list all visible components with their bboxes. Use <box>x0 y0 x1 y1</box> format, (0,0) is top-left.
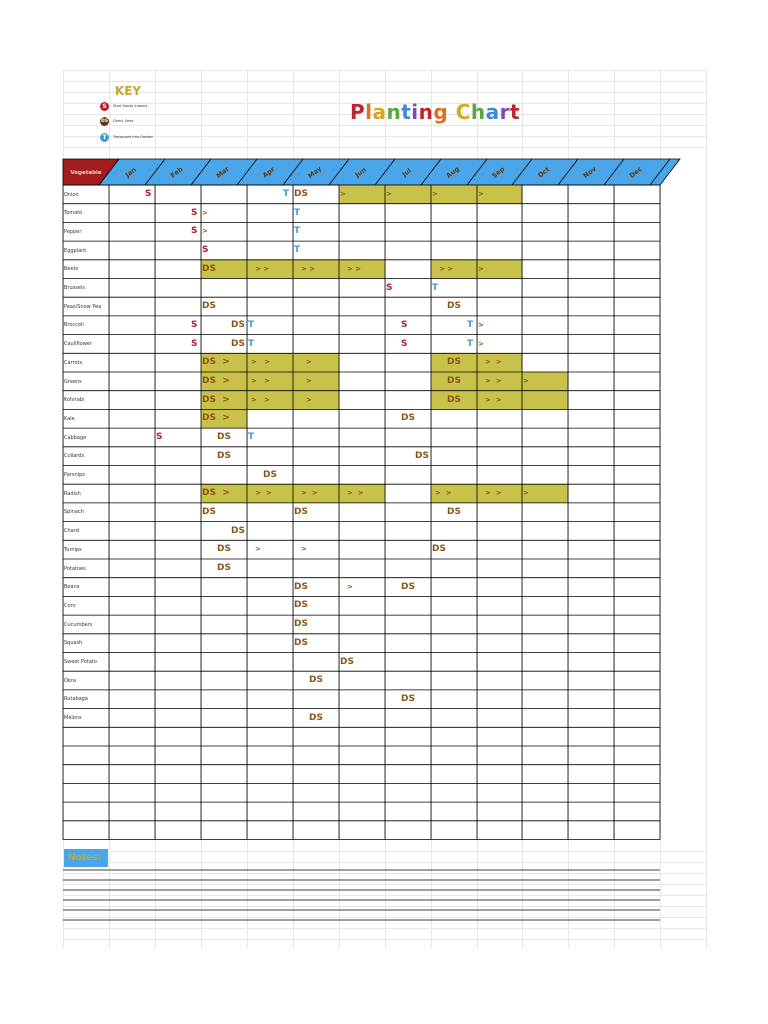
direct-seed-mark: DS <box>294 619 308 630</box>
direct-seed-mark: DS > <box>202 413 230 424</box>
direct-seed-mark: DS > <box>202 357 230 368</box>
growing-period-band <box>293 353 339 372</box>
transplant-mark: T <box>248 319 255 330</box>
start-seeds-icon: S <box>100 102 109 111</box>
direct-seed-mark: DS <box>309 675 323 686</box>
growing-period-band <box>293 391 339 410</box>
vegetable-name: Cauliflower <box>64 341 92 348</box>
continue-arrow-mark: > > <box>251 358 271 367</box>
vegetable-name: Tomato <box>64 210 83 217</box>
transplant-mark: T <box>248 338 255 349</box>
direct-seed-mark: DS <box>415 450 429 461</box>
month-label-jul: Jul <box>400 166 413 179</box>
continue-arrow-mark: > <box>347 582 353 591</box>
vegetable-name: Potatoes <box>64 565 86 572</box>
continue-arrow-mark: > <box>523 489 529 498</box>
vegetable-name: Radish <box>64 490 81 497</box>
vegetable-name: Carrots <box>64 359 83 366</box>
vegetable-name: Cabbage <box>64 434 87 441</box>
title-letter: t <box>401 100 412 124</box>
direct-seed-mark: DS <box>202 263 216 274</box>
continue-arrow-mark: > <box>432 190 438 198</box>
transplant-mark: T <box>248 432 255 443</box>
growing-period-band <box>522 391 568 410</box>
transplant-mark: T <box>294 226 301 237</box>
continue-arrow-mark: > > <box>255 264 270 273</box>
continue-arrow-mark: > > <box>251 395 271 404</box>
continue-arrow-mark: > <box>301 358 312 367</box>
vegetable-name: Rutabaga <box>64 696 88 703</box>
continue-arrow-mark: > <box>478 190 484 198</box>
title-letter: n <box>418 100 434 124</box>
direct-seed-mark: DS > <box>202 394 230 405</box>
direct-seed-mark: DS <box>231 319 245 330</box>
title-letter: a <box>485 100 500 124</box>
vegetable-name: Parsnips <box>64 472 85 478</box>
month-label-aug: Aug <box>444 164 461 180</box>
direct-seed-mark: DS <box>309 712 323 723</box>
vegetable-name: Sweet Potato <box>64 659 97 665</box>
direct-seed-mark: DS <box>447 376 461 386</box>
month-label-mar: Mar <box>214 164 231 180</box>
direct-seed-mark: DS <box>263 469 277 480</box>
month-label-sep: Sep <box>490 165 507 180</box>
start-seeds-mark: S <box>145 189 152 199</box>
growing-period-band <box>293 260 339 279</box>
title-letter: r <box>499 100 510 124</box>
notes-label: Notes: <box>64 849 108 867</box>
direct-seed-mark: DS <box>231 525 245 536</box>
start-seeds-mark: S <box>401 319 408 330</box>
continue-arrow-mark: > <box>301 545 307 554</box>
title-letter: P <box>349 100 366 124</box>
vegetable-name: Beans <box>64 584 80 591</box>
vegetable-name: Melons <box>64 715 82 722</box>
continue-arrow-mark: > <box>301 395 312 404</box>
continue-arrow-mark: > > <box>485 377 502 385</box>
transplant-mark: T <box>294 207 301 218</box>
vegetable-name: Cucumbers <box>64 621 93 628</box>
direct-seed-mark: DS <box>447 357 461 368</box>
transplant-mark: T <box>294 245 301 256</box>
direct-seed-mark: DS <box>447 301 461 312</box>
direct-seed-mark: DS <box>294 506 308 517</box>
continue-arrow-mark: > <box>478 264 484 273</box>
continue-arrow-mark: > > <box>485 395 502 404</box>
continue-arrow-mark: > <box>478 320 484 329</box>
direct-seed-mark: DS <box>401 413 415 424</box>
vegetable-name: Chard <box>64 528 79 535</box>
continue-arrow-mark: > <box>255 545 261 554</box>
start-seeds-mark: S <box>191 338 198 349</box>
continue-arrow-mark: > > <box>485 489 502 498</box>
continue-arrow-mark: > <box>386 190 392 198</box>
direct-seed-mark: DS <box>401 693 415 704</box>
transplant-mark: T <box>467 319 474 330</box>
month-label-apr: Apr <box>261 165 277 180</box>
vegetable-name: Eggplant <box>64 247 87 254</box>
vegetable-name: Corn <box>64 602 76 609</box>
transplant-mark: T <box>432 282 439 293</box>
transplant-mark: T <box>467 338 474 349</box>
direct-seed-mark: DS <box>340 656 354 667</box>
direct-seed-mark: DS <box>231 338 245 349</box>
vegetable-name: Onion <box>64 191 79 198</box>
key-label: Direct Seed <box>113 119 134 123</box>
title-letter: h <box>470 100 486 124</box>
month-label-oct: Oct <box>536 165 552 180</box>
title-letter: n <box>386 100 402 124</box>
continue-arrow-mark: > <box>301 377 312 385</box>
continue-arrow-mark: > > <box>485 358 502 367</box>
direct-seed-mark: DS <box>217 450 231 461</box>
title-letter: t <box>510 100 521 124</box>
direct-seed-mark: DS > <box>202 376 230 386</box>
vegetable-name: Spinach <box>64 509 84 516</box>
transplant-mark: T <box>283 189 290 199</box>
continue-arrow-mark: > > <box>251 377 271 385</box>
continue-arrow-mark: > <box>202 208 208 217</box>
vegetable-name: Turnips <box>64 546 82 553</box>
direct-seed-mark: DS <box>294 189 308 199</box>
direct-seed-mark: DS <box>217 544 231 555</box>
vegetable-name: Kohlrabi <box>64 397 85 404</box>
vegetable-name: Greens <box>64 378 82 385</box>
continue-arrow-mark: > > <box>435 489 452 498</box>
title-letter: C <box>455 100 471 124</box>
month-label-jun: Jun <box>353 165 368 180</box>
key-label: Start Seeds Indoors <box>113 104 148 108</box>
direct-seed-mark: DS <box>447 394 461 405</box>
direct-seed-mark: DS <box>217 563 231 573</box>
start-seeds-mark: S <box>386 282 393 293</box>
title-letter: i <box>411 100 419 124</box>
transplant-icon: T <box>100 133 109 142</box>
direct-seed-mark: DS <box>202 301 216 312</box>
direct-seed-mark: DS <box>294 600 308 611</box>
growing-period-band <box>247 260 293 279</box>
vegetable-name: Beets <box>64 266 79 273</box>
vegetable-name: Broccoli <box>64 322 84 329</box>
continue-arrow-mark: > > <box>347 489 364 498</box>
direct-seed-icon: DS <box>101 119 108 124</box>
month-label-nov: Nov <box>581 164 598 180</box>
vegetable-name: Squash <box>64 640 83 647</box>
start-seeds-mark: S <box>191 226 198 237</box>
direct-seed-mark: DS <box>432 544 446 555</box>
title-letter: g <box>433 100 449 124</box>
continue-arrow-mark: > <box>523 377 529 385</box>
growing-period-band <box>293 372 339 391</box>
continue-arrow-mark: > > <box>439 264 454 273</box>
key-label: Transplant Into Garden <box>113 135 153 139</box>
vegetable-name: Collards <box>64 453 85 460</box>
vegetable-name: Pepper <box>64 228 82 235</box>
continue-arrow-mark: > <box>340 190 346 198</box>
direct-seed-mark: DS <box>447 506 461 517</box>
vegetable-name: Okra <box>64 677 76 684</box>
growing-period-band <box>339 260 385 279</box>
title-letter: a <box>372 100 387 124</box>
key-title: KEY <box>114 84 142 98</box>
continue-arrow-mark: > <box>202 227 208 236</box>
direct-seed-mark: DS <box>217 432 231 443</box>
start-seeds-mark: S <box>191 319 198 330</box>
month-label-feb: Feb <box>169 165 185 180</box>
growing-period-band <box>431 260 477 279</box>
continue-arrow-mark: > > <box>301 264 316 273</box>
vegetable-name: Brussels <box>64 285 85 291</box>
continue-arrow-mark: > > <box>255 489 272 498</box>
vegetable-header-label: Vegetable <box>70 170 102 176</box>
direct-seed-mark: DS <box>202 506 216 517</box>
start-seeds-mark: S <box>191 207 198 218</box>
title-letter: l <box>365 100 373 124</box>
start-seeds-mark: S <box>202 245 209 256</box>
month-label-dec: Dec <box>627 165 644 180</box>
continue-arrow-mark: > <box>478 339 484 348</box>
continue-arrow-mark: > > <box>347 264 362 273</box>
month-label-may: May <box>306 164 324 181</box>
direct-seed-mark: DS <box>401 581 415 592</box>
continue-arrow-mark: > > <box>301 489 318 498</box>
month-label-jan: Jan <box>123 165 138 180</box>
direct-seed-mark: DS <box>294 637 308 648</box>
vegetable-name: Kale <box>64 415 75 422</box>
direct-seed-mark: DS > <box>202 488 230 499</box>
direct-seed-mark: DS <box>294 581 308 592</box>
start-seeds-mark: S <box>401 338 408 349</box>
start-seeds-mark: S <box>156 432 163 443</box>
vegetable-name: Peas/Snow Pea <box>64 303 102 310</box>
